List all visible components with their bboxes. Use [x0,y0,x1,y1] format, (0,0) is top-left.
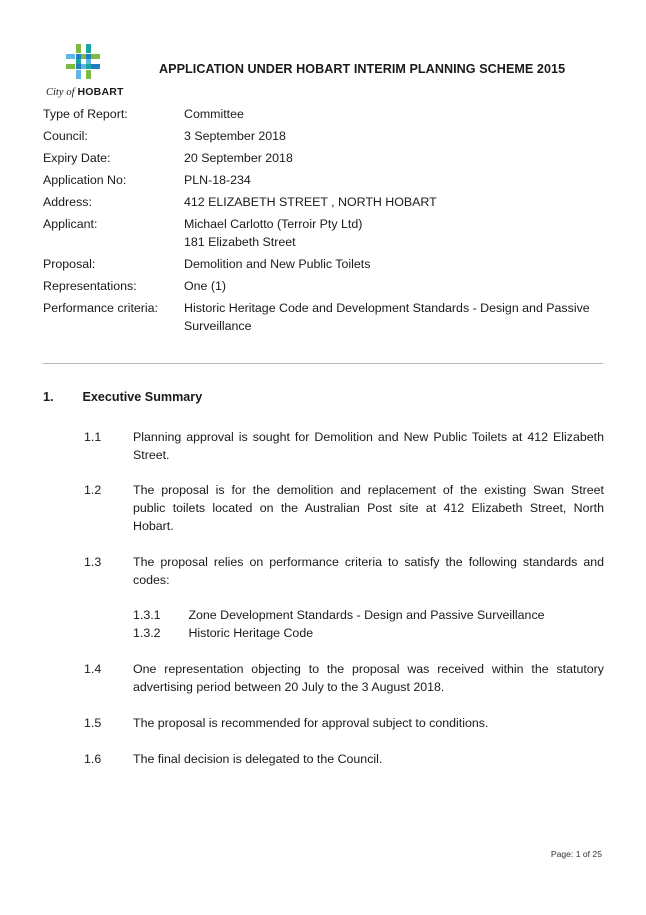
detail-value-line: Surveillance [184,319,252,333]
application-details [43,105,608,339]
summary-paragraph-1-6 [84,750,604,768]
performance-criteria-list [133,606,545,642]
paragraph-text [133,660,604,696]
detail-value [184,149,608,167]
detail-row-applicant [43,215,608,251]
detail-value-line: Committee [184,107,244,121]
detail-value [184,127,608,145]
list-item-number: 1.3.1 [133,608,161,622]
paragraph-number: 1.6 [84,752,102,766]
section-title: Executive Summary [82,390,203,404]
paragraph-number: 1.4 [84,662,102,676]
detail-value [184,105,608,123]
summary-paragraph-1-1 [84,428,604,464]
detail-label: Representations: [43,279,137,293]
detail-label: Applicant: [43,217,98,231]
detail-row-address [43,193,608,211]
detail-label: Address: [43,195,92,209]
paragraph-line: Street. [133,448,170,462]
detail-label: Performance criteria: [43,301,158,315]
detail-value-line: 412 ELIZABETH STREET , NORTH HOBART [184,195,437,209]
paragraph-line: Hobart. [133,519,174,533]
detail-value [184,171,608,189]
paragraph-number: 1.2 [84,483,102,497]
detail-value [184,193,608,211]
paragraph-number: 1.5 [84,716,102,730]
detail-value-line: PLN-18-234 [184,173,251,187]
detail-value-line: Historic Heritage Code and Development Standards - Design and Passive [184,301,590,315]
paragraph-text [133,481,604,535]
detail-value-line: One (1) [184,279,227,293]
paragraph-line: public toilets located on the Australian Post site at 412 Elizabeth Street, North [133,501,604,515]
paragraph-text [133,714,604,732]
paragraph-line: The proposal relies on performance criteria to satisfy the following standards and [133,555,604,569]
hobart-grid-icon [64,44,104,82]
summary-paragraph-1-4 [84,660,604,696]
detail-row-proposal [43,255,608,273]
detail-value-line: 20 September 2018 [184,151,293,165]
list-item [133,606,545,624]
detail-value-line: Demolition and New Public Toilets [184,257,371,271]
detail-value [184,215,608,251]
detail-value [184,277,608,295]
list-item-text: Historic Heritage Code [188,626,314,640]
detail-row-expiry-date [43,149,608,167]
paragraph-line: codes: [133,573,170,587]
detail-label: Council: [43,129,88,143]
logo-city-word: City [46,87,64,98]
paragraph-line: The final decision is delegated to the Council. [133,752,383,766]
summary-paragraph-1-5 [84,714,604,732]
detail-row-performance-criteria [43,299,608,335]
detail-label: Expiry Date: [43,151,111,165]
paragraph-line: The proposal is recommended for approval subject to conditions. [133,716,489,730]
detail-label: Application No: [43,173,127,187]
horizontal-divider [43,363,603,364]
detail-row-application-no [43,171,608,189]
paragraph-line: One representation objecting to the proposal was received within the statutory [133,662,604,676]
paragraph-number: 1.1 [84,430,102,444]
paragraph-text [133,553,604,589]
detail-row-council [43,127,608,145]
logo-name: HOBART [77,86,124,98]
section-number: 1. [43,390,54,404]
detail-label: Proposal: [43,257,96,271]
summary-paragraph-1-3 [84,553,604,589]
document-title: APPLICATION UNDER HOBART INTERIM PLANNING SCHEME 2015 [159,62,566,76]
detail-label: Type of Report: [43,107,128,121]
detail-value [184,299,608,335]
page-number: Page: 1 of 25 [550,849,602,859]
paragraph-text [133,428,604,464]
paragraph-text [133,750,604,768]
paragraph-line: advertising period between 20 July to the 3 August 2018. [133,680,445,694]
detail-value-line: 181 Elizabeth Street [184,235,296,249]
city-of-hobart-logo [46,44,124,100]
detail-row-representations [43,277,608,295]
paragraph-line: The proposal is for the demolition and replacement of the existing Swan Street [133,483,604,497]
paragraph-line: Planning approval is sought for Demolition and New Public Toilets at 412 Elizabeth [133,430,604,444]
list-item-number: 1.3.2 [133,626,161,640]
section-heading [43,390,202,404]
summary-paragraph-1-2 [84,481,604,535]
logo-wordmark [46,86,124,98]
list-item [133,624,545,642]
detail-row-type-of-report [43,105,608,123]
detail-value-line: 3 September 2018 [184,129,286,143]
paragraph-number: 1.3 [84,555,102,569]
list-item-text: Zone Development Standards - Design and Passive Surveillance [188,608,545,622]
detail-value [184,255,608,273]
logo-of-word: of [66,87,75,98]
detail-value-line: Michael Carlotto (Terroir Pty Ltd) [184,217,363,231]
